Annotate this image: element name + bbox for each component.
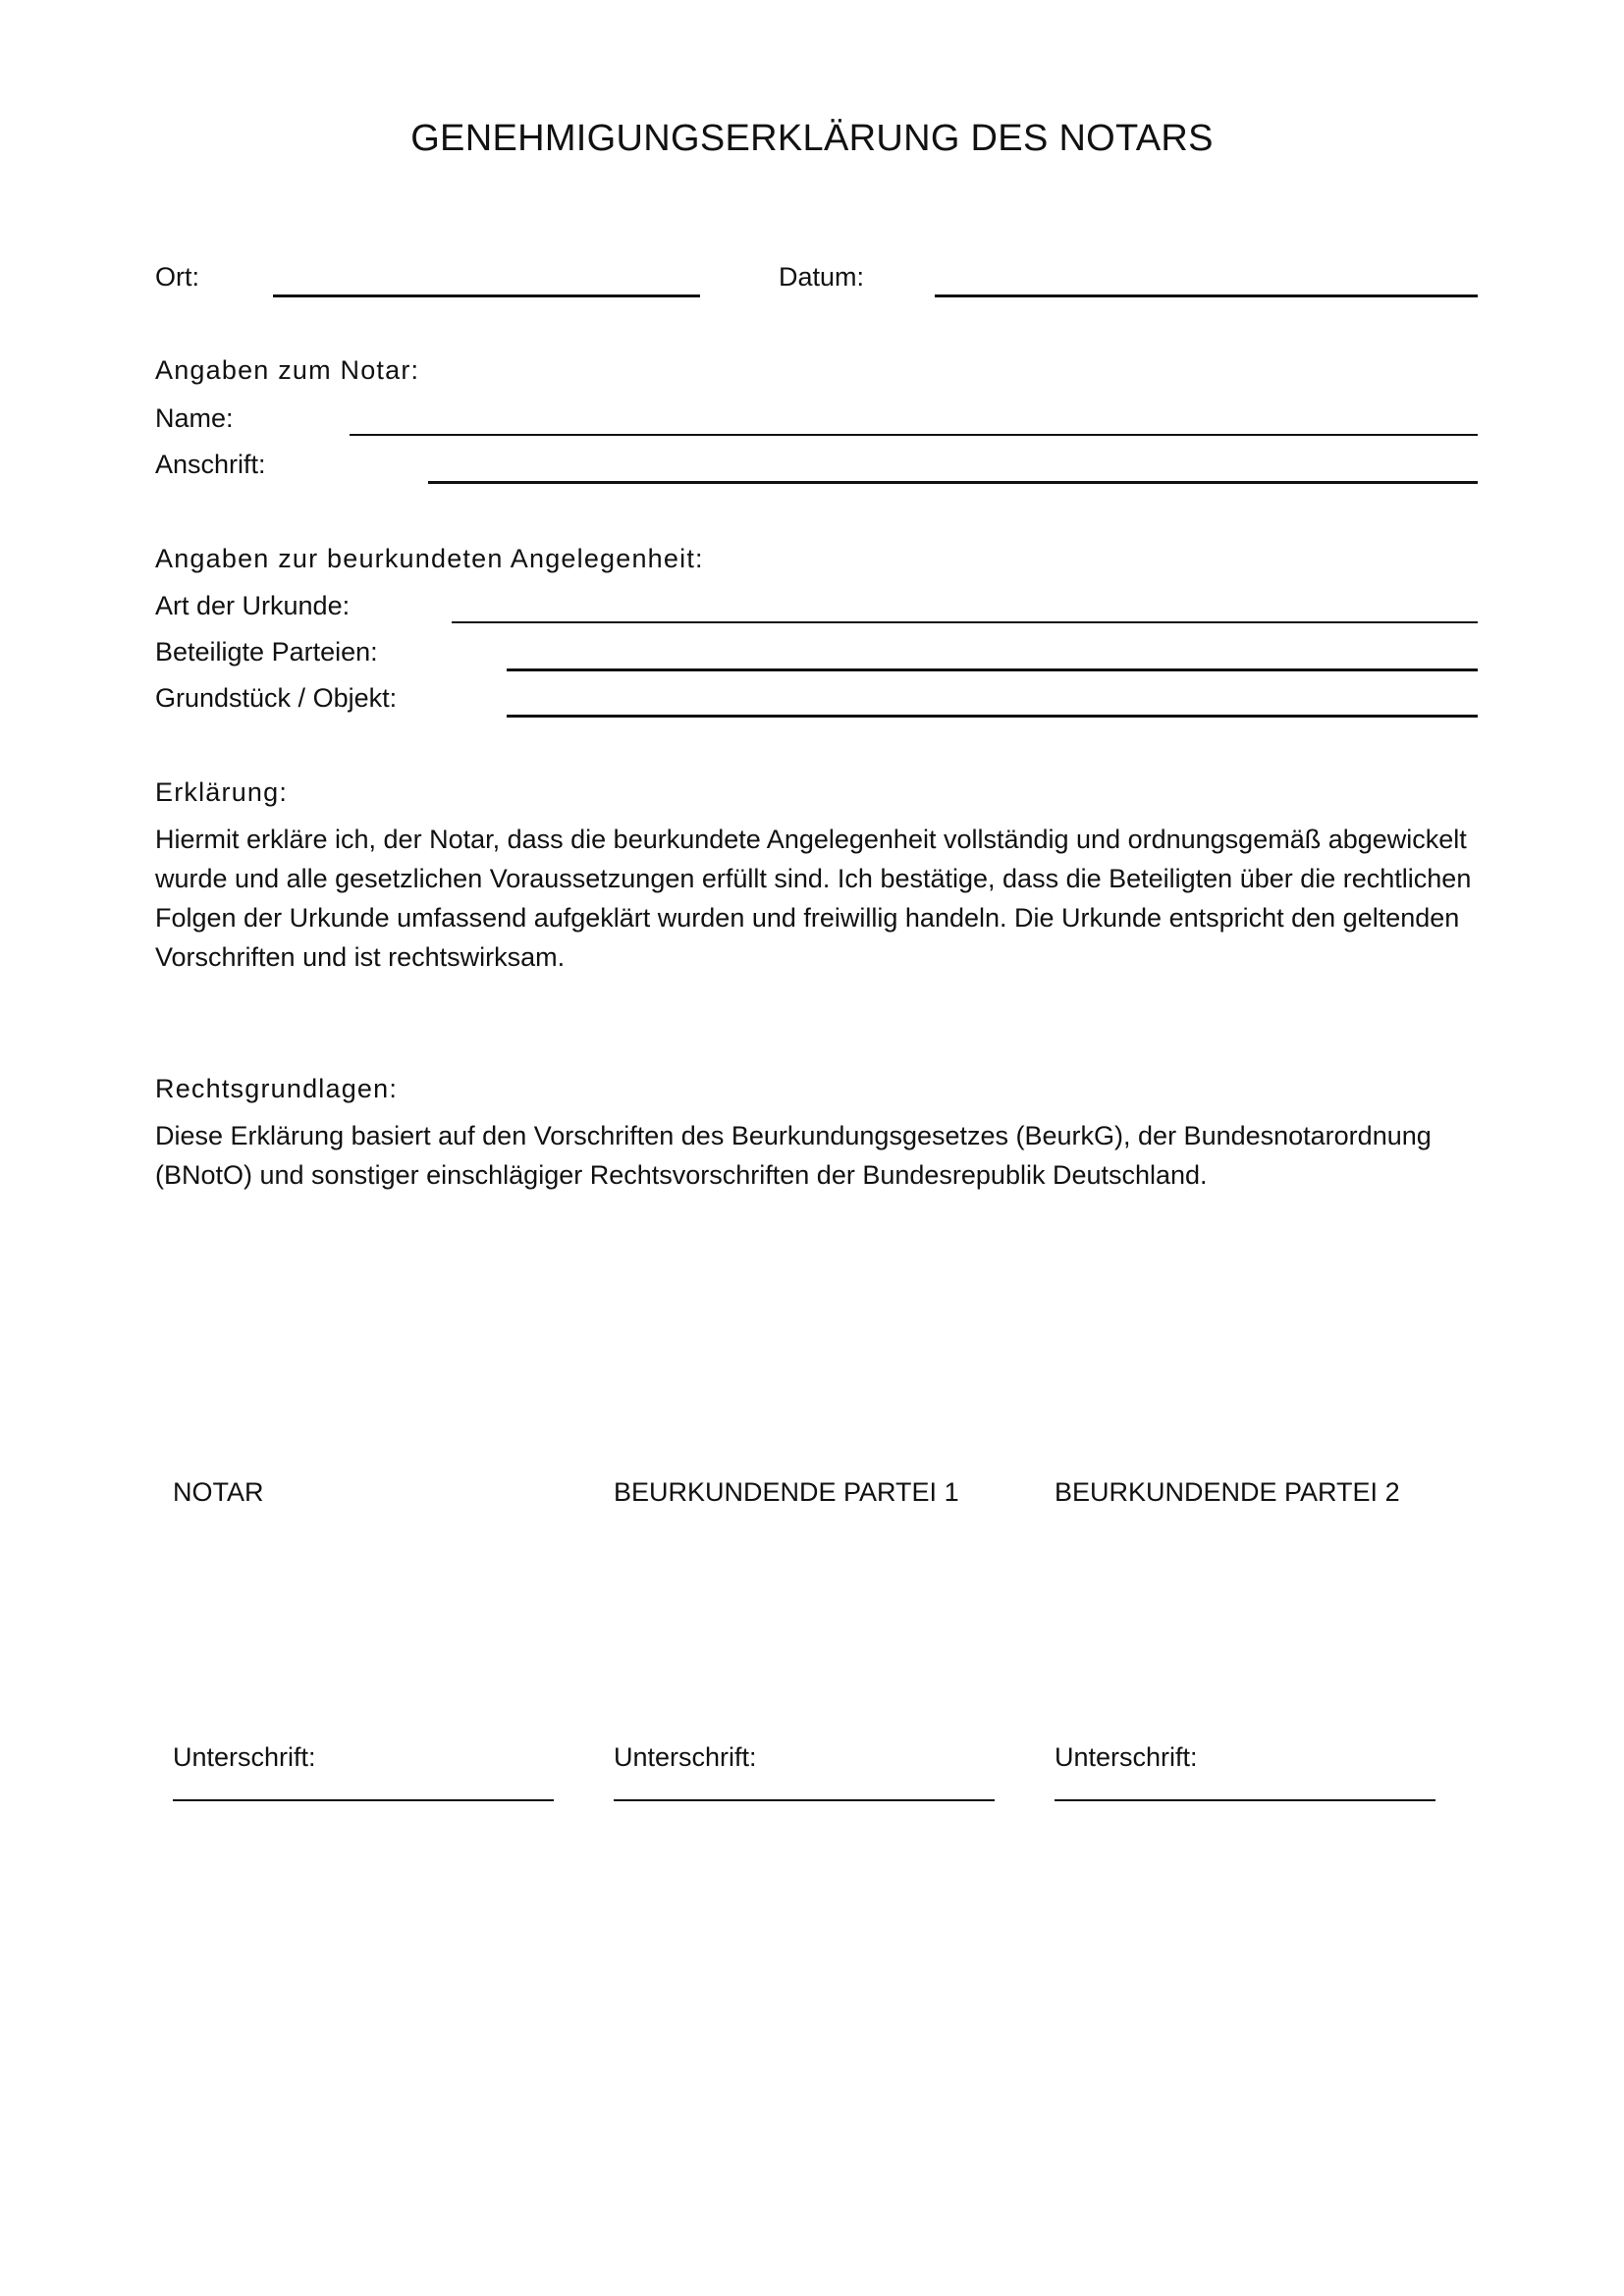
name-label: Name:: [155, 403, 234, 433]
art-der-urkunde-label: Art der Urkunde:: [155, 591, 351, 620]
signature-line-partei-1[interactable]: [614, 1799, 995, 1801]
signature-line-partei-2[interactable]: [1055, 1799, 1435, 1801]
grundstueck-objekt-label: Grundstück / Objekt:: [155, 683, 398, 713]
matter-section-heading: Angaben zur beurkundeten Angelegenheit:: [155, 544, 704, 573]
beteiligte-parteien-label: Beteiligte Parteien:: [155, 637, 378, 667]
anschrift-field-line[interactable]: [428, 481, 1478, 484]
signature-party-partei-2: BEURKUNDENDE PARTEI 2: [1055, 1477, 1400, 1507]
signature-party-partei-1: BEURKUNDENDE PARTEI 1: [614, 1477, 959, 1507]
legal-basis-heading: Rechtsgrundlagen:: [155, 1074, 399, 1103]
document-title: GENEHMIGUNGSERKLÄRUNG DES NOTARS: [410, 118, 1214, 159]
grundstueck-objekt-field-line[interactable]: [507, 715, 1478, 718]
declaration-text: Hiermit erkläre ich, der Notar, dass die beurkundete Angelegenheit vollständig und ordnungsgemäß abgewickelt wurde und alle gesetzlichen Voraussetzungen erfüllt sind. Ich bestätige, dass die Beteiligten über die rechtlichen Folgen der Urkunde umfassend aufgeklärt wurden und freiwillig handeln. Die Urkunde entspricht den geltenden Vorschriften und ist rechtswirksam.: [155, 825, 1472, 972]
signature-label-partei-1: Unterschrift:: [614, 1742, 757, 1772]
art-der-urkunde-field-line[interactable]: [452, 621, 1478, 623]
name-field-line[interactable]: [350, 434, 1478, 436]
signature-label-partei-2: Unterschrift:: [1055, 1742, 1198, 1772]
signature-line-notar[interactable]: [173, 1799, 554, 1801]
notary-section-heading: Angaben zum Notar:: [155, 355, 420, 385]
beteiligte-parteien-field-line[interactable]: [507, 668, 1478, 671]
datum-field-line[interactable]: [935, 294, 1478, 297]
signature-party-notar: NOTAR: [173, 1477, 264, 1507]
datum-label: Datum:: [779, 262, 865, 292]
anschrift-label: Anschrift:: [155, 450, 266, 479]
signature-label-notar: Unterschrift:: [173, 1742, 316, 1772]
ort-label: Ort:: [155, 262, 199, 292]
legal-basis-text: Diese Erklärung basiert auf den Vorschriften des Beurkundungsgesetzes (BeurkG), der Bundesnotarordnung (BNotO) und sonstiger einschlägiger Rechtsvorschriften der Bundesrepublik Deutschland.: [155, 1121, 1432, 1190]
ort-field-line[interactable]: [273, 294, 700, 297]
declaration-heading: Erklärung:: [155, 777, 289, 807]
